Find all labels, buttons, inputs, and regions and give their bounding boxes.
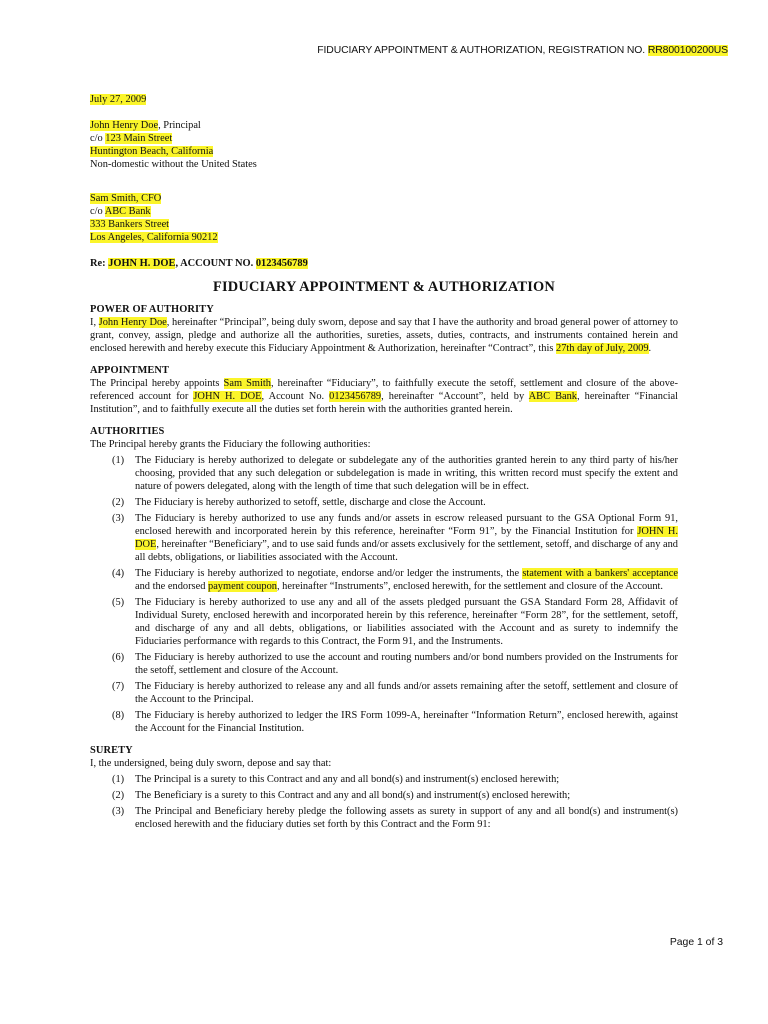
list-item: (3) The Fiduciary is hereby authorized to use any funds and/or assets in escrow released pursuant to the GSA Optional Form 91, enclosed herewith and incorporated herein by this reference, hereinafter “Form 91”, by the Financial Institution for JOHN H. DOE, hereinafter “Beneficiary”, and to use said funds and/or assets exclusively for the settlement, setoff, and discharge of any and all debts, obligations, or liabilities associated with the Account. [112, 513, 678, 563]
power-of-authority-paragraph: I, John Henry Doe, hereinafter “Principal”, being duly sworn, depose and say that I have the authority and broad general power of attorney to grant, convey, assign, pledge and authorize all the authorities, sureties, assets, duties, contracts, and instruments contained herein and enclosed herewith and hereby execute this Fiduciary Appointment & Authorization, hereinafter “Contract”, this 27th day of July, 2009. [90, 317, 678, 354]
re-name: JOHN H. DOE [108, 258, 176, 269]
authorities-intro: The Principal hereby grants the Fiduciary the following authorities: [90, 439, 371, 450]
document-body [90, 93, 678, 834]
list-item: (5) The Fiduciary is hereby authorized to use any and all of the assets pledged pursuant the GSA Standard Form 28, Affidavit of Individual Surety, enclosed herewith and incorporated herein by this reference, hereinafter “Form 28”, for the settlement, setoff, and discharge of any and all debts, obligations, or liabilities associated with the Account and as surety to indemnify the Fiduciaries performance with regards to this Contract, the Form 91, and the Instruments. [112, 597, 678, 647]
surety-intro: I, the undersigned, being duly sworn, depose and say that: [90, 758, 332, 769]
appointment-heading: APPOINTMENT [90, 365, 170, 376]
recipient-city: Los Angeles, California 90212 [90, 232, 218, 243]
surety-list [90, 773, 678, 831]
letter-date: July 27, 2009 [90, 94, 147, 105]
list-item: (1) The Fiduciary is hereby authorized to delegate or subdelegate any of the authorities granted herein to any third party of his/her choosing, provided that any such delegation or subdelegation is made in writing, this written record must specify the extent and nature of powers delegated, along with the length of time that such delegation will be in effect. [112, 455, 678, 492]
recipient-bank: ABC Bank [104, 206, 151, 217]
re-account: 0123456789 [255, 258, 308, 269]
list-item: (3) The Principal and Beneficiary hereby pledge the following assets as surety in support of any and all bond(s) and instrument(s) enclosed herewith and the fiduciary duties set forth by this Contract and the Form 91: [112, 806, 678, 830]
list-item: (7) The Fiduciary is hereby authorized to release any and all funds and/or assets remaining after the setoff, settlement and closure of the Account to the Principal. [112, 681, 678, 705]
principal-domicile: Non-domestic without the United States [90, 159, 257, 170]
recipient-address: Sam Smith, CFO c/o ABC Bank 333 Bankers Street Los Angeles, California 90212 [90, 193, 218, 243]
header-label: FIDUCIARY APPOINTMENT & AUTHORIZATION, REGISTRATION NO. [317, 45, 648, 56]
re-line: Re: JOHN H. DOE, ACCOUNT NO. 0123456789 [90, 258, 308, 269]
principal-street: 123 Main Street [105, 133, 173, 144]
principal-address: John Henry Doe, Principal c/o 123 Main Street Huntington Beach, California Non-domestic without the United States [90, 120, 257, 170]
document-title: FIDUCIARY APPOINTMENT & AUTHORIZATION [212, 279, 556, 295]
authorities-heading: AUTHORITIES [90, 426, 165, 437]
registration-number: RR800100200US [647, 45, 728, 56]
power-of-authority-heading: POWER OF AUTHORITY [90, 304, 214, 315]
page-number: Page 1 of 3 [669, 937, 723, 948]
surety-heading: SURETY [90, 745, 133, 756]
recipient-name: Sam Smith, CFO [90, 193, 162, 204]
list-item: (8) The Fiduciary is hereby authorized to ledger the IRS Form 1099-A, hereinafter “Information Return”, enclosed herewith, against the Account for the Financial Institution. [112, 710, 678, 734]
running-header [317, 44, 728, 57]
list-item: (2) The Fiduciary is hereby authorized to setoff, settle, discharge and close the Account. [112, 497, 486, 508]
recipient-street: 333 Bankers Street [90, 219, 170, 230]
appointment-paragraph: The Principal hereby appoints Sam Smith, hereinafter “Fiduciary”, to faithfully execute the setoff, settlement and closure of the above-referenced account for JOHN H. DOE, Account No. 0123456789, hereinafter “Account”, held by ABC Bank, hereinafter “Financial Institution”, and to faithfully execute all the duties set forth herein with the authorities granted herein. [90, 378, 678, 415]
principal-city: Huntington Beach, California [90, 146, 214, 157]
list-item: (1) The Principal is a surety to this Contract and any and all bond(s) and instrument(s) enclosed herewith; [112, 774, 560, 785]
list-item: (2) The Beneficiary is a surety to this Contract and any and all bond(s) and instrument(s) enclosed herewith; [112, 790, 571, 801]
list-item: (6) The Fiduciary is hereby authorized to use the account and routing numbers and/or bond numbers provided on the Instruments for the setoff, settlement and closure of the Account. [112, 652, 678, 676]
list-item: (4) The Fiduciary is hereby authorized to negotiate, endorse and/or ledger the instruments, the statement with a bankers' acceptance and the endorsed payment coupon, hereinafter “Instruments”, enclosed herewith, for the settlement and closure of the Account. [112, 568, 678, 592]
authorities-list [90, 454, 678, 735]
principal-name: John Henry Doe [90, 120, 159, 131]
